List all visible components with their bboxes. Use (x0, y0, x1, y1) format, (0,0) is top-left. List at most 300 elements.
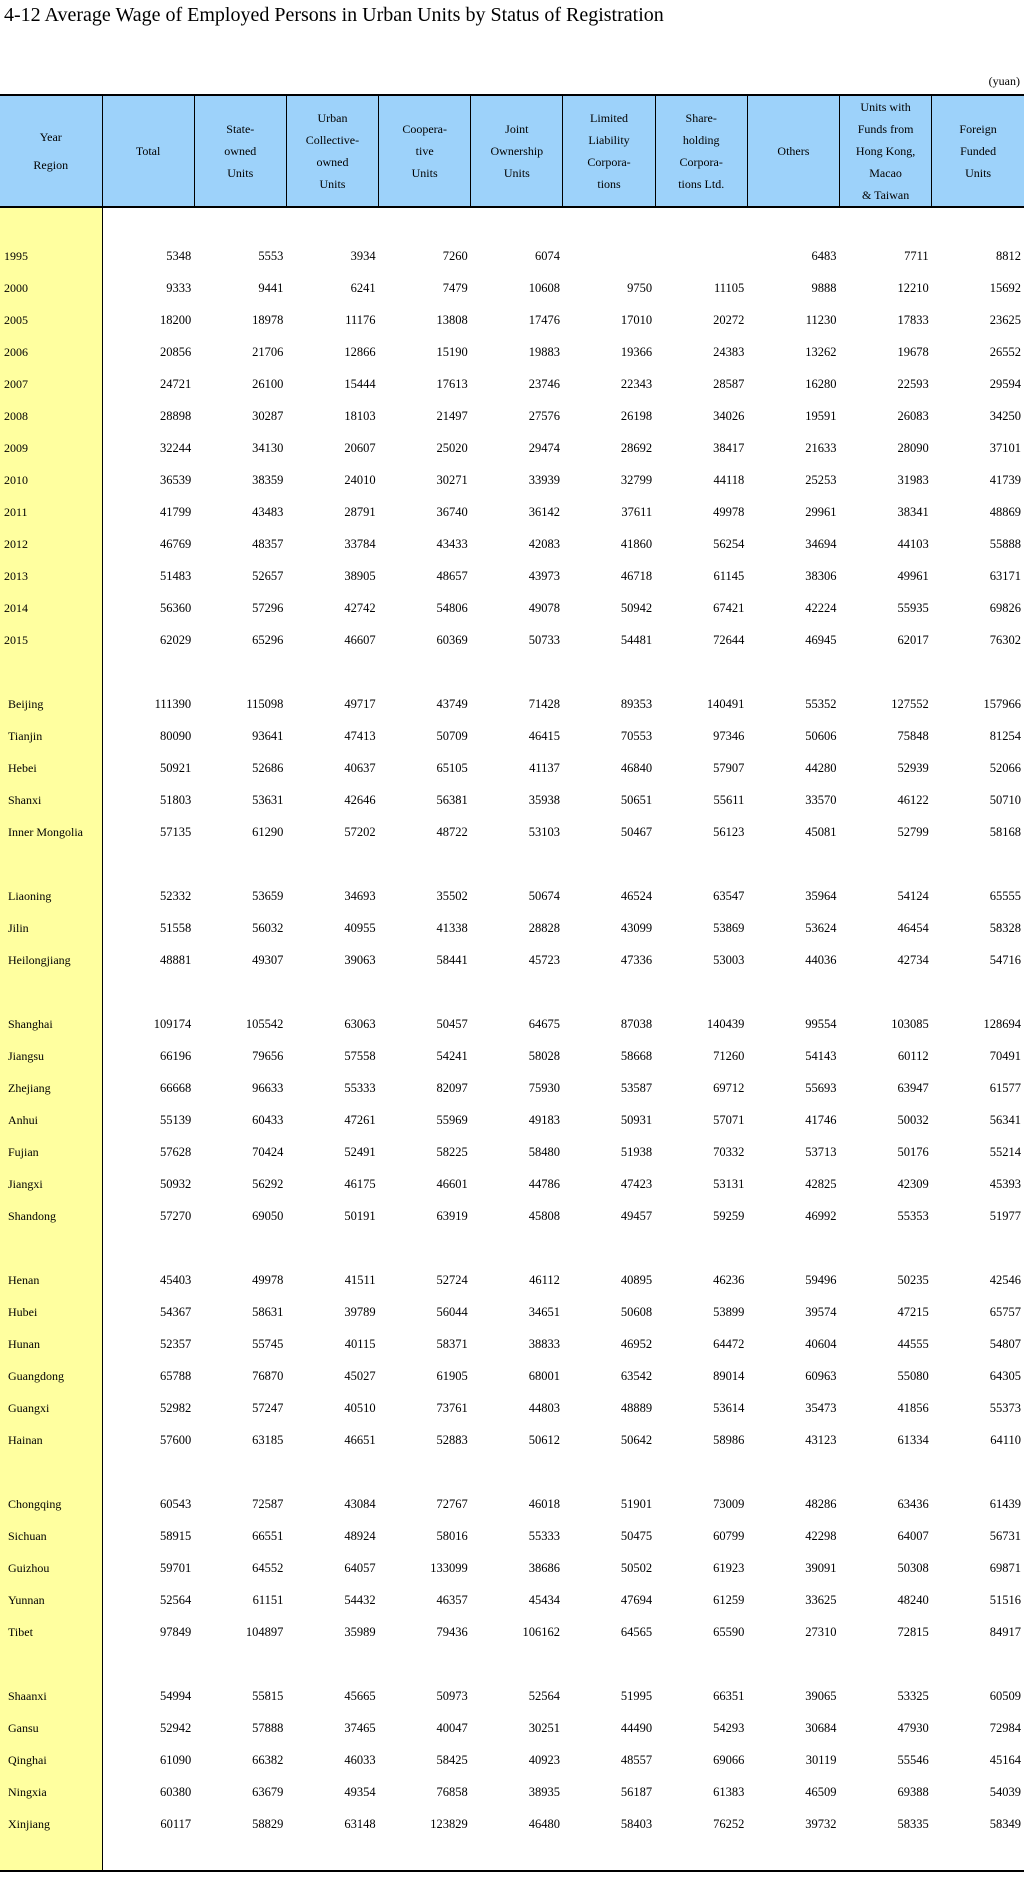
spacer-cell (747, 1456, 839, 1488)
table-row (0, 1808, 1024, 1840)
table-cell: 64057 (344, 1560, 376, 1575)
table-cell: 51558 (159, 920, 192, 935)
table-cell: 49183 (528, 1112, 560, 1127)
table-cell: 52799 (897, 824, 929, 839)
table-cell: 87038 (620, 1016, 653, 1031)
table-cell: 48240 (897, 1592, 929, 1607)
table-cell: 63947 (897, 1080, 929, 1095)
table-cell: 48557 (620, 1752, 653, 1767)
spacer-cell (194, 656, 286, 688)
table-cell: 13808 (436, 312, 468, 327)
table-cell: 56731 (989, 1528, 1021, 1543)
table-cell: 39065 (805, 1688, 837, 1703)
table-cell: 52564 (159, 1592, 192, 1607)
spacer-cell (471, 1648, 563, 1680)
table-cell: 54432 (344, 1592, 376, 1607)
spacer-cell (932, 1456, 1024, 1488)
spacer-cell (655, 1648, 747, 1680)
table-cell: 128694 (983, 1016, 1021, 1031)
table-cell: 58168 (989, 824, 1021, 839)
table-cell: 28898 (159, 408, 192, 423)
table-cell: 52332 (159, 888, 192, 903)
table-cell: 57202 (344, 824, 376, 839)
header-line: Hong Kong, (855, 144, 916, 158)
table-cell: 40115 (344, 1336, 376, 1351)
header-line: tions (597, 177, 621, 191)
table-cell: 13262 (805, 344, 837, 359)
table-cell: 49961 (897, 568, 929, 583)
table-cell: 58425 (436, 1752, 468, 1767)
table-cell: 7260 (442, 248, 468, 263)
header-col-2 (194, 95, 286, 207)
table-cell (563, 240, 655, 272)
table-cell: 65590 (713, 1624, 745, 1639)
table-cell: 65788 (159, 1368, 192, 1383)
table-cell: 50606 (805, 728, 837, 743)
table-cell: 50932 (159, 1176, 192, 1191)
spacer-label-cell (0, 1232, 102, 1264)
spacer-cell (655, 1232, 747, 1264)
table-cell: 57135 (159, 824, 192, 839)
table-cell: 60369 (436, 632, 468, 647)
table-cell: 66382 (252, 1752, 284, 1767)
table-cell: 33570 (805, 792, 837, 807)
table-cell: 104897 (245, 1624, 284, 1639)
table-cell: 55611 (713, 792, 745, 807)
table-cell: 76858 (436, 1784, 468, 1799)
table-cell: 50709 (436, 728, 468, 743)
table-cell: 52491 (344, 1144, 376, 1159)
table-cell: 57270 (159, 1208, 192, 1223)
spacer-cell (194, 848, 286, 880)
table-cell: 17833 (897, 312, 929, 327)
row-label: Qinghai (0, 1744, 102, 1776)
table-cell: 59701 (159, 1560, 192, 1575)
table-cell: 76870 (252, 1368, 284, 1383)
table-cell: 133099 (430, 1560, 468, 1575)
table-cell: 52657 (252, 568, 284, 583)
table-cell: 50235 (897, 1272, 929, 1287)
spacer-cell (840, 656, 932, 688)
table-cell: 38417 (713, 440, 745, 455)
table-cell: 69388 (897, 1784, 929, 1799)
table-cell: 47930 (897, 1720, 929, 1735)
spacer-cell (563, 1648, 655, 1680)
spacer-cell (379, 1648, 471, 1680)
table-cell: 52686 (252, 760, 284, 775)
table-row (0, 688, 1024, 720)
row-label: Xinjiang (0, 1808, 102, 1840)
header-line: tive (415, 144, 434, 158)
spacer-row (0, 848, 1024, 880)
table-cell: 30119 (805, 1752, 837, 1767)
table-cell: 52942 (159, 1720, 192, 1735)
table-cell: 58225 (436, 1144, 468, 1159)
table-cell: 38686 (528, 1560, 560, 1575)
header-line: Units with (860, 100, 911, 114)
table-cell: 57628 (159, 1144, 192, 1159)
table-cell: 44786 (528, 1176, 560, 1191)
table-cell: 44103 (897, 536, 929, 551)
spacer-cell (286, 1840, 378, 1871)
table-cell: 63547 (713, 888, 745, 903)
table-row (0, 944, 1024, 976)
table-cell: 58631 (252, 1304, 284, 1319)
table-cell: 73761 (436, 1400, 468, 1415)
table-cell: 67421 (713, 600, 745, 615)
header-year-region (0, 95, 102, 207)
spacer-cell (563, 848, 655, 880)
table-cell: 43973 (528, 568, 560, 583)
spacer-cell (379, 656, 471, 688)
spacer-cell (194, 1648, 286, 1680)
table-cell: 56292 (252, 1176, 284, 1191)
table-cell: 33625 (805, 1592, 837, 1607)
table-cell: 69066 (713, 1752, 745, 1767)
row-label: Jiangsu (0, 1040, 102, 1072)
table-cell: 44490 (620, 1720, 653, 1735)
table-row (0, 1360, 1024, 1392)
table-cell: 6241 (350, 280, 376, 295)
spacer-cell (932, 207, 1024, 240)
table-row (0, 1200, 1024, 1232)
row-label: Ningxia (0, 1776, 102, 1808)
table-cell: 66668 (159, 1080, 192, 1095)
header-col-1 (102, 95, 194, 207)
table-cell: 97849 (159, 1624, 192, 1639)
header-line: Others (777, 144, 810, 158)
table-cell: 15692 (989, 280, 1021, 295)
table-cell: 43483 (252, 504, 284, 519)
header-line: Year (39, 130, 62, 144)
spacer-cell (379, 848, 471, 880)
table-cell: 53713 (805, 1144, 837, 1159)
table-cell: 30251 (528, 1720, 560, 1735)
table-cell: 46992 (805, 1208, 837, 1223)
table-cell: 39091 (805, 1560, 837, 1575)
table-cell: 20607 (344, 440, 376, 455)
table-cell: 55815 (252, 1688, 284, 1703)
table-cell: 72984 (989, 1720, 1021, 1735)
table-cell: 35938 (528, 792, 560, 807)
row-label: Hebei (0, 752, 102, 784)
table-cell: 65555 (989, 888, 1021, 903)
table-cell: 52939 (897, 760, 929, 775)
table-cell: 65757 (989, 1304, 1021, 1319)
table-cell: 70553 (620, 728, 653, 743)
table-cell: 32244 (159, 440, 192, 455)
table-cell: 42825 (805, 1176, 837, 1191)
header-line: owned (316, 155, 349, 169)
spacer-cell (747, 1232, 839, 1264)
table-cell: 40510 (344, 1400, 376, 1415)
table-cell: 45808 (528, 1208, 560, 1223)
table-cell: 50502 (620, 1560, 653, 1575)
spacer-cell (286, 656, 378, 688)
table-row (0, 720, 1024, 752)
table-cell: 21706 (252, 344, 284, 359)
table-cell: 60543 (159, 1496, 192, 1511)
table-cell: 5348 (166, 248, 192, 263)
table-cell: 53325 (897, 1688, 929, 1703)
table-cell: 46601 (436, 1176, 468, 1191)
row-label: Heilongjiang (0, 944, 102, 976)
table-cell: 23746 (528, 376, 560, 391)
table-cell: 61151 (252, 1592, 284, 1607)
table-cell: 71428 (528, 696, 560, 711)
table-cell: 50651 (620, 792, 653, 807)
table-cell: 28090 (897, 440, 929, 455)
table-cell: 69050 (252, 1208, 284, 1223)
row-label: Jiangxi (0, 1168, 102, 1200)
spacer-cell (379, 1840, 471, 1871)
table-cell: 50674 (528, 888, 560, 903)
table-cell: 58915 (159, 1528, 192, 1543)
table-cell: 7711 (904, 248, 929, 263)
table-cell: 49354 (344, 1784, 376, 1799)
table-cell: 59259 (713, 1208, 745, 1223)
table-cell: 41739 (989, 472, 1021, 487)
table-cell: 39063 (344, 952, 376, 967)
table-cell: 46033 (344, 1752, 376, 1767)
table-cell: 39732 (805, 1816, 837, 1831)
table-cell: 48722 (436, 824, 468, 839)
table-cell: 63542 (620, 1368, 653, 1383)
spacer-row (0, 976, 1024, 1008)
table-cell: 40637 (344, 760, 376, 775)
table-cell: 54241 (436, 1048, 468, 1063)
table-cell: 24010 (344, 472, 376, 487)
header-col-4 (379, 95, 471, 207)
row-label: Beijing (0, 688, 102, 720)
table-cell: 53003 (713, 952, 745, 967)
table-row (0, 1008, 1024, 1040)
table-cell: 29961 (805, 504, 837, 519)
spacer-row (0, 656, 1024, 688)
table-row (0, 592, 1024, 624)
spacer-label-cell (0, 976, 102, 1008)
spacer-row (0, 1840, 1024, 1871)
table-cell: 54806 (436, 600, 468, 615)
table-cell: 63919 (436, 1208, 468, 1223)
spacer-cell (932, 976, 1024, 1008)
spacer-cell (840, 1232, 932, 1264)
table-cell: 32799 (620, 472, 653, 487)
spacer-cell (840, 976, 932, 1008)
row-label: Shaanxi (0, 1680, 102, 1712)
spacer-cell (286, 976, 378, 1008)
table-cell: 26552 (989, 344, 1021, 359)
table-cell: 51803 (159, 792, 192, 807)
row-label: Henan (0, 1264, 102, 1296)
table-cell: 64675 (528, 1016, 560, 1031)
spacer-row (0, 1648, 1024, 1680)
table-cell: 47413 (344, 728, 376, 743)
spacer-cell (194, 1232, 286, 1264)
table-cell: 49978 (713, 504, 745, 519)
table-cell: 80090 (159, 728, 192, 743)
table-cell: 49307 (252, 952, 284, 967)
spacer-cell (286, 1232, 378, 1264)
table-cell: 41137 (529, 760, 560, 775)
spacer-cell (286, 207, 378, 240)
table-cell: 29594 (989, 376, 1021, 391)
table-cell: 50191 (344, 1208, 376, 1223)
table-cell: 157966 (983, 696, 1021, 711)
table-cell: 15190 (436, 344, 468, 359)
table-cell: 64007 (897, 1528, 929, 1543)
table-row (0, 272, 1024, 304)
table-cell: 57071 (713, 1112, 745, 1127)
table-cell: 45393 (989, 1176, 1021, 1191)
spacer-cell (747, 976, 839, 1008)
table-cell: 51977 (989, 1208, 1021, 1223)
spacer-label-cell (0, 656, 102, 688)
table-cell: 46840 (620, 760, 653, 775)
row-label: Gansu (0, 1712, 102, 1744)
table-cell: 54807 (989, 1336, 1021, 1351)
table-cell: 40604 (805, 1336, 837, 1351)
table-cell: 66551 (252, 1528, 284, 1543)
table-cell: 54716 (989, 952, 1021, 967)
table-cell: 48881 (159, 952, 192, 967)
table-row (0, 560, 1024, 592)
table-row (0, 1744, 1024, 1776)
header-line: owned (224, 144, 257, 158)
table-cell: 60117 (160, 1816, 192, 1831)
table-cell: 61905 (436, 1368, 468, 1383)
table-cell: 38935 (528, 1784, 560, 1799)
table-cell: 55935 (897, 600, 929, 615)
table-cell: 49978 (252, 1272, 284, 1287)
table-cell: 61259 (713, 1592, 745, 1607)
table-cell: 58328 (989, 920, 1021, 935)
table-cell: 75930 (528, 1080, 560, 1095)
table-cell: 40895 (620, 1272, 653, 1287)
table-cell: 61145 (713, 568, 745, 583)
row-label: 2009 (0, 432, 102, 464)
table-cell: 36740 (436, 504, 468, 519)
spacer-cell (102, 1648, 194, 1680)
table-cell: 37611 (621, 504, 653, 519)
table-cell: 47423 (620, 1176, 653, 1191)
spacer-cell (102, 656, 194, 688)
spacer-cell (563, 207, 655, 240)
table-cell: 46952 (620, 1336, 653, 1351)
row-label: Hubei (0, 1296, 102, 1328)
header-line: Urban (317, 111, 348, 125)
table-cell: 50973 (436, 1688, 468, 1703)
spacer-cell (563, 1456, 655, 1488)
row-label: 2008 (0, 400, 102, 432)
table-cell: 54143 (805, 1048, 837, 1063)
table-cell: 44280 (805, 760, 837, 775)
header-line: Liability (588, 133, 630, 147)
table-cell: 17010 (620, 312, 653, 327)
spacer-row (0, 1232, 1024, 1264)
table-cell: 64110 (990, 1432, 1021, 1447)
spacer-cell (102, 207, 194, 240)
table-cell: 34026 (713, 408, 745, 423)
table-cell: 30271 (436, 472, 468, 487)
table-cell: 51483 (159, 568, 192, 583)
table-row (0, 1168, 1024, 1200)
table-cell: 58028 (528, 1048, 560, 1063)
table-cell: 55546 (897, 1752, 929, 1767)
table-row (0, 1104, 1024, 1136)
spacer-cell (194, 976, 286, 1008)
table-cell: 37465 (344, 1720, 376, 1735)
table-cell: 51516 (989, 1592, 1021, 1607)
table-cell: 40955 (344, 920, 376, 935)
spacer-cell (471, 1232, 563, 1264)
row-label: Zhejiang (0, 1072, 102, 1104)
table-cell: 28692 (620, 440, 653, 455)
spacer-cell (563, 656, 655, 688)
table-cell: 41511 (344, 1272, 376, 1287)
table-cell: 69826 (989, 600, 1021, 615)
table-cell: 35964 (805, 888, 837, 903)
spacer-label-cell (0, 848, 102, 880)
table-cell: 28828 (528, 920, 560, 935)
table-cell: 42742 (344, 600, 376, 615)
spacer-cell (840, 848, 932, 880)
table-cell: 106162 (522, 1624, 560, 1639)
table-cell: 79656 (252, 1048, 284, 1063)
table-cell: 46524 (620, 888, 653, 903)
table-cell: 76252 (713, 1816, 745, 1831)
row-label: 2011 (0, 496, 102, 528)
table-cell: 58480 (528, 1144, 560, 1159)
table-row (0, 400, 1024, 432)
table-cell: 115098 (246, 696, 284, 711)
table-cell: 75848 (897, 728, 929, 743)
table-cell: 58371 (436, 1336, 468, 1351)
row-label: Chongqing (0, 1488, 102, 1520)
table-cell: 70424 (252, 1144, 284, 1159)
header-line: State- (226, 122, 255, 136)
table-cell: 12210 (897, 280, 929, 295)
table-cell: 52066 (989, 760, 1021, 775)
table-cell: 44803 (528, 1400, 560, 1415)
table-cell: 73009 (713, 1496, 745, 1511)
table-cell: 111390 (154, 696, 192, 711)
header-line: Corpora- (679, 155, 723, 169)
table-cell: 64472 (713, 1336, 745, 1351)
table-cell: 42298 (805, 1528, 837, 1543)
table-cell: 56123 (713, 824, 745, 839)
table-cell: 39574 (805, 1304, 837, 1319)
table-cell: 46769 (159, 536, 192, 551)
table-row (0, 336, 1024, 368)
table-row (0, 528, 1024, 560)
spacer-cell (932, 656, 1024, 688)
table-cell: 54994 (159, 1688, 192, 1703)
table-cell: 42083 (528, 536, 560, 551)
table-cell: 52564 (528, 1688, 560, 1703)
spacer-cell (286, 1456, 378, 1488)
spacer-label-cell (0, 1456, 102, 1488)
spacer-cell (471, 1840, 563, 1871)
table-cell: 46945 (805, 632, 837, 647)
table-cell: 84917 (989, 1624, 1021, 1639)
wage-table (0, 94, 1024, 1872)
spacer-cell (840, 1840, 932, 1871)
table-cell: 63171 (989, 568, 1021, 583)
spacer-cell (102, 1456, 194, 1488)
spacer-cell (840, 1456, 932, 1488)
table-cell: 59496 (805, 1272, 837, 1287)
